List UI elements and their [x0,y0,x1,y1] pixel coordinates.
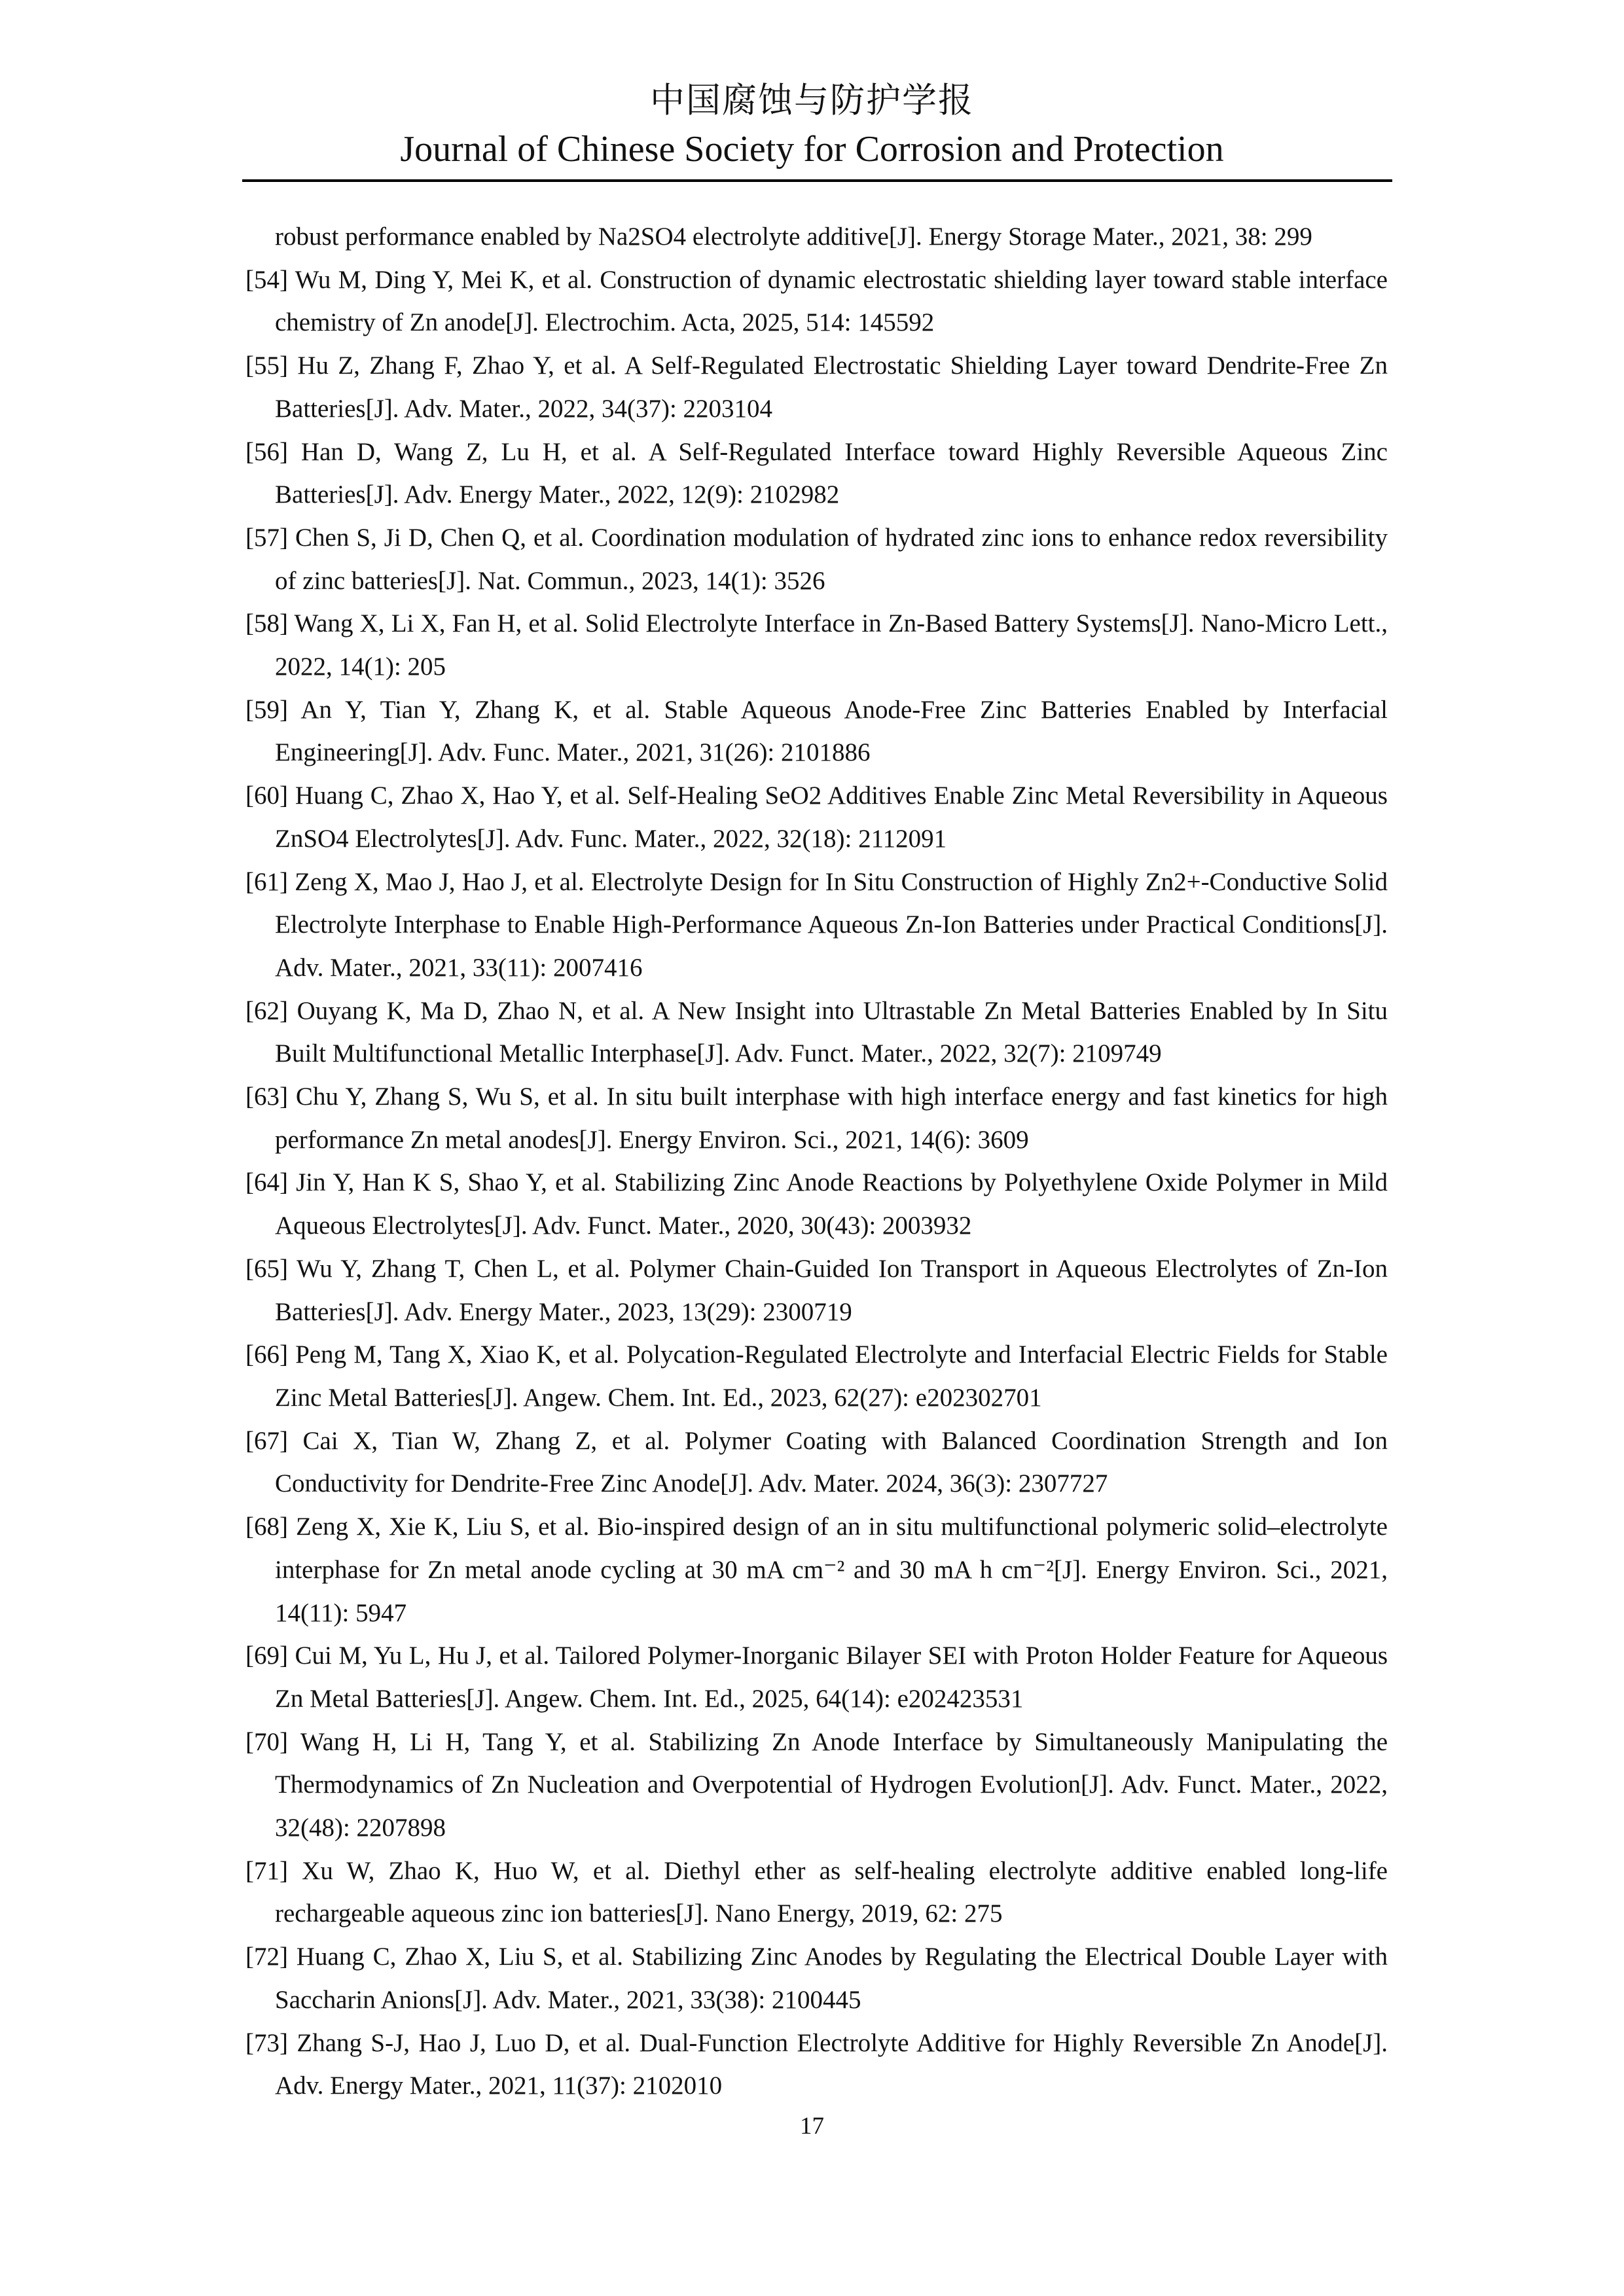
page-number: 17 [800,2113,824,2140]
reference-item-65: [65] Wu Y, Zhang T, Chen L, et al. Polymer Chain-Guided Ion Transport in Aqueous Electrolytes of Zn-Ion Batteries[J]. Adv. Energy Mater., 2023, 13(29): 2300719 [245,1254,1388,1326]
reference-list [245,215,1388,2108]
reference-item-61: [61] Zeng X, Mao J, Hao J, et al. Electrolyte Design for In Situ Construction of Highly Zn2+-Conductive Solid Electrolyte Interphase to Enable High-Performance Aqueous Zn-Ion Batteries under Practical Conditions[J]. Adv. Mater., 2021, 33(11): 2007416 [245,867,1388,982]
reference-item-59: [59] An Y, Tian Y, Zhang K, et al. Stable Aqueous Anode-Free Zinc Batteries Enabled by Interfacial Engineering[J]. Adv. Func. Mater., 2021, 31(26): 2101886 [245,695,1388,767]
journal-header [0,77,1624,173]
reference-item-58: [58] Wang X, Li X, Fan H, et al. Solid Electrolyte Interface in Zn-Based Battery Systems[J]. Nano-Micro Lett., 2022, 14(1): 205 [245,609,1388,681]
reference-item-55: [55] Hu Z, Zhang F, Zhao Y, et al. A Self-Regulated Electrostatic Shielding Layer toward Dendrite-Free Zn Batteries[J]. Adv. Mater., 2022, 34(37): 2203104 [245,351,1388,423]
reference-item-71: [71] Xu W, Zhao K, Huo W, et al. Diethyl ether as self-healing electrolyte additive enabled long-life rechargeable aqueous zinc ion batteries[J]. Nano Energy, 2019, 62: 275 [245,1856,1388,1928]
reference-item-73: [73] Zhang S-J, Hao J, Luo D, et al. Dual-Function Electrolyte Additive for Highly Reversible Zn Anode[J]. Adv. Energy Mater., 2021, 11(37): 2102010 [245,2028,1388,2100]
reference-item-56: [56] Han D, Wang Z, Lu H, et al. A Self-Regulated Interface toward Highly Reversible Aqueous Zinc Batteries[J]. Adv. Energy Mater., 2022, 12(9): 2102982 [245,437,1388,509]
reference-item-64: [64] Jin Y, Han K S, Shao Y, et al. Stabilizing Zinc Anode Reactions by Polyethylene Oxide Polymer in Mild Aqueous Electrolytes[J]. Adv. Funct. Mater., 2020, 30(43): 2003932 [245,1168,1388,1240]
reference-item-67: [67] Cai X, Tian W, Zhang Z, et al. Polymer Coating with Balanced Coordination Strength and Ion Conductivity for Dendrite-Free Zinc Anode[J]. Adv. Mater. 2024, 36(3): 2307727 [245,1426,1388,1498]
reference-item-54: [54] Wu M, Ding Y, Mei K, et al. Construction of dynamic electrostatic shielding layer toward stable interface chemistry of Zn anode[J]. Electrochim. Acta, 2025, 514: 145592 [245,265,1388,337]
header-rule [242,179,1392,182]
reference-item-63: [63] Chu Y, Zhang S, Wu S, et al. In situ built interphase with high interface energy and fast kinetics for high performance Zn metal anodes[J]. Energy Environ. Sci., 2021, 14(6): 3609 [245,1083,1388,1154]
reference-item-53-continued: robust performance enabled by Na2SO4 electrolyte additive[J]. Energy Storage Mater., 2021, 38: 299 [275,223,1312,251]
reference-item-66: [66] Peng M, Tang X, Xiao K, et al. Polycation-Regulated Electrolyte and Interfacial Electric Fields for Stable Zinc Metal Batteries[J]. Angew. Chem. Int. Ed., 2023, 62(27): e202302701 [245,1340,1388,1412]
reference-item-62: [62] Ouyang K, Ma D, Zhao N, et al. A New Insight into Ultrastable Zn Metal Batteries Enabled by In Situ Built Multifunctional Metallic Interphase[J]. Adv. Funct. Mater., 2022, 32(7): 2109749 [245,996,1388,1068]
reference-item-57: [57] Chen S, Ji D, Chen Q, et al. Coordination modulation of hydrated zinc ions to enhance redox reversibility of zinc batteries[J]. Nat. Commun., 2023, 14(1): 3526 [245,523,1388,595]
reference-item-70: [70] Wang H, Li H, Tang Y, et al. Stabilizing Zn Anode Interface by Simultaneously Manipulating the Thermodynamics of Zn Nucleation and Overpotential of Hydrogen Evolution[J]. Adv. Funct. Mater., 2022, 32(48): 2207898 [245,1727,1388,1842]
journal-title-chinese: 中国腐蚀与防护学报 [650,81,974,120]
reference-item-68: [68] Zeng X, Xie K, Liu S, et al. Bio-inspired design of an in situ multifunctional polymeric solid–electrolyte interphase for Zn metal anode cycling at 30 mA cm⁻² and 30 mA h cm⁻²[J]. Energy Environ. Sci., 2021, 14(11): 5947 [245,1513,1388,1627]
reference-item-69: [69] Cui M, Yu L, Hu J, et al. Tailored Polymer-Inorganic Bilayer SEI with Proton Holder Feature for Aqueous Zn Metal Batteries[J]. Angew. Chem. Int. Ed., 2025, 64(14): e202423531 [245,1641,1388,1713]
journal-title-english: Journal of Chinese Society for Corrosion and Protection [400,129,1224,170]
reference-item-72: [72] Huang C, Zhao X, Liu S, et al. Stabilizing Zinc Anodes by Regulating the Electrical Double Layer with Saccharin Anions[J]. Adv. Mater., 2021, 33(38): 2100445 [245,1943,1388,2014]
reference-item-60: [60] Huang C, Zhao X, Hao Y, et al. Self-Healing SeO2 Additives Enable Zinc Metal Reversibility in Aqueous ZnSO4 Electrolytes[J]. Adv. Func. Mater., 2022, 32(18): 2112091 [245,781,1388,853]
